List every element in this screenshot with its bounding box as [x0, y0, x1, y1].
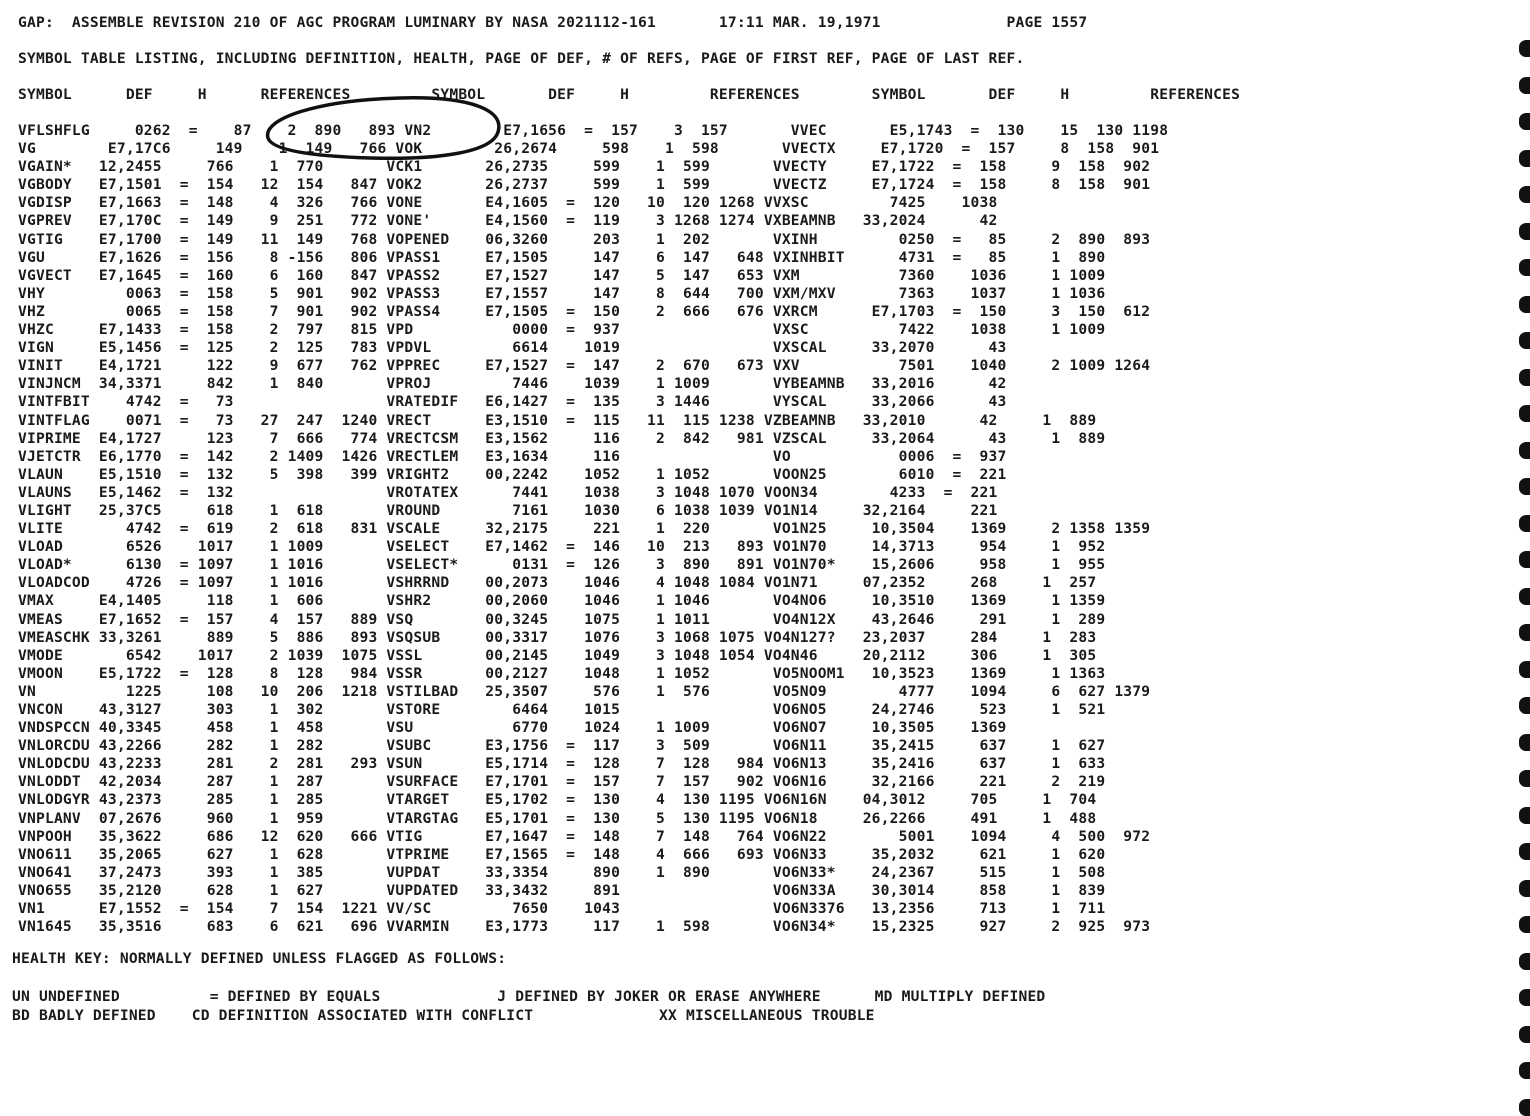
table-row: VG E7,17C6 149 1 149 766 VOK 26,2674 598 1 598 VVECTX E7,1720 = 157 8 158 901 — [18, 140, 1160, 158]
table-row: VNLODCDU 43,2233 281 2 281 293 VSUN E5,1714 = 128 7 128 984 VO6N13 35,2416 637 1 633 — [18, 755, 1106, 773]
table-row: VHZ 0065 = 158 7 901 902 VPASS4 E7,1505 = 150 2 666 676 VXRCM E7,1703 = 150 3 150 612 — [18, 302, 1151, 320]
table-row: VN1645 35,3516 683 6 621 696 VVARMIN E3,1773 117 1 598 VO6N34* 15,2325 927 2 925 973 — [18, 918, 1151, 936]
table-row: VMODE 6542 1017 2 1039 1075 VSSL 00,2145 1049 3 1048 1054 VO4N46 20,2112 306 1 305 — [18, 646, 1097, 664]
table-row: VJETCTR E6,1770 = 142 2 1409 1426 VRECTLEM E3,1634 116 VO 0006 = 937 — [18, 447, 1007, 465]
symbol-table — [18, 122, 1168, 936]
feed-hole — [1519, 807, 1530, 824]
table-row: VLIGHT 25,37C5 618 1 618 VROUND 7161 1030 6 1038 1039 VO1N14 32,2164 221 — [18, 501, 998, 519]
table-row: VGAIN* 12,2455 766 1 770 VCK1 26,2735 599 1 599 VVECTY E7,1722 = 158 9 158 902 — [18, 158, 1151, 176]
table-row: VLITE 4742 = 619 2 618 831 VSCALE 32,2175 221 1 220 VO1N25 10,3504 1369 2 1358 1359 — [18, 520, 1151, 538]
table-row: VGDISP E7,1663 = 148 4 326 766 VONE E4,1605 = 120 10 120 1268 VVXSC 7425 1038 — [18, 194, 998, 212]
feed-hole — [1519, 259, 1530, 276]
feed-hole — [1519, 1026, 1530, 1043]
table-row: VGVECT E7,1645 = 160 6 160 847 VPASS2 E7,1527 147 5 147 653 VXM 7360 1036 1 1009 — [18, 266, 1106, 284]
column-headers: SYMBOL DEF H REFERENCES SYMBOL DEF H REFERENCES SYMBOL DEF H REFERENCES — [18, 86, 1241, 103]
feed-hole — [1519, 953, 1530, 970]
table-row: VNLODGYR 43,2373 285 1 285 VTARGET E5,1702 = 130 4 130 1195 VO6N16N 04,3012 705 1 704 — [18, 791, 1097, 809]
feed-hole — [1519, 734, 1530, 751]
table-row: VGTIG E7,1700 = 149 11 149 768 VOPENED 06,3260 203 1 202 VXINH 0250 = 85 2 890 893 — [18, 230, 1151, 248]
feed-hole — [1519, 40, 1530, 57]
feed-hole — [1519, 113, 1530, 130]
feed-hole — [1519, 150, 1530, 167]
table-row: VIPRIME E4,1727 123 7 666 774 VRECTCSM E3,1562 116 2 842 981 VZSCAL 33,2064 43 1 889 — [18, 429, 1106, 447]
table-row: VMEASCHK 33,3261 889 5 886 893 VSQSUB 00,3317 1076 3 1068 1075 VO4N127? 23,2037 284 1 283 — [18, 628, 1097, 646]
feed-hole — [1519, 478, 1530, 495]
table-row: VINIT E4,1721 122 9 677 762 VPPREC E7,1527 = 147 2 670 673 VXV 7501 1040 2 1009 1264 — [18, 357, 1151, 375]
table-row: VNPLANV 07,2676 960 1 959 VTARGTAG E5,1701 = 130 5 130 1195 VO6N18 26,2266 491 1 488 — [18, 809, 1097, 827]
table-row: VMAX E4,1405 118 1 606 VSHR2 00,2060 1046 1 1046 VO4NO6 10,3510 1369 1 1359 — [18, 592, 1106, 610]
tractor-feed-holes — [1516, 0, 1530, 1110]
feed-hole — [1519, 843, 1530, 860]
table-row: VNDSPCCN 40,3345 458 1 458 VSU 6770 1024 1 1009 VO6NO7 10,3505 1369 — [18, 719, 1007, 737]
table-row: VLAUN E5,1510 = 132 5 398 399 VRIGHT2 00,2242 1052 1 1052 VOON25 6010 = 221 — [18, 465, 1007, 483]
table-row: VLOAD* 6130 = 1097 1 1016 VSELECT* 0131 = 126 3 890 891 VO1N70* 15,2606 958 1 955 — [18, 556, 1106, 574]
table-row: VINJNCM 34,3371 842 1 840 VPROJ 7446 1039 1 1009 VYBEAMNB 33,2016 42 — [18, 375, 1007, 393]
feed-hole — [1519, 296, 1530, 313]
feed-hole — [1519, 77, 1530, 94]
table-row: VGU E7,1626 = 156 8 -156 806 VPASS1 E7,1505 147 6 147 648 VXINHBIT 4731 = 85 1 890 — [18, 248, 1106, 266]
feed-hole — [1519, 405, 1530, 422]
feed-hole — [1519, 1099, 1530, 1116]
feed-hole — [1519, 551, 1530, 568]
health-key-title: HEALTH KEY: NORMALLY DEFINED UNLESS FLAGGED AS FOLLOWS: — [12, 950, 507, 967]
feed-hole — [1519, 442, 1530, 459]
feed-hole — [1519, 661, 1530, 678]
table-row: VN1 E7,1552 = 154 7 154 1221 VV/SC 7650 1043 VO6N3376 13,2356 713 1 711 — [18, 900, 1106, 918]
feed-hole — [1519, 916, 1530, 933]
table-row: VINTFLAG 0071 = 73 27 247 1240 VRECT E3,1510 = 115 11 115 1238 VZBEAMNB 33,2010 42 1 889 — [18, 411, 1097, 429]
feed-hole — [1519, 770, 1530, 787]
table-row: VIGN E5,1456 = 125 2 125 783 VPDVL 6614 1019 VXSCAL 33,2070 43 — [18, 339, 1007, 357]
feed-hole — [1519, 880, 1530, 897]
table-row: VINTFBIT 4742 = 73 VRATEDIF E6,1427 = 135 3 1446 VYSCAL 33,2066 43 — [18, 393, 1007, 411]
table-row: VMOON E5,1722 = 128 8 128 984 VSSR 00,2127 1048 1 1052 VO5NOOM1 10,3523 1369 1 1363 — [18, 664, 1106, 682]
feed-hole — [1519, 1062, 1530, 1079]
table-row: VNPOOH 35,3622 686 12 620 666 VTIG E7,1647 = 148 7 148 764 VO6N22 5001 1094 4 500 972 — [18, 827, 1151, 845]
feed-hole — [1519, 223, 1530, 240]
feed-hole — [1519, 186, 1530, 203]
table-row: VNO611 35,2065 627 1 628 VTPRIME E7,1565 = 148 4 666 693 VO6N33 35,2032 621 1 620 — [18, 845, 1106, 863]
health-key-line-2: BD BADLY DEFINED CD DEFINITION ASSOCIATED WITH CONFLICT XX MISCELLANEOUS TROUBLE — [12, 1007, 875, 1024]
table-row: VLOAD 6526 1017 1 1009 VSELECT E7,1462 = 146 10 213 893 VO1N70 14,3713 954 1 952 — [18, 538, 1106, 556]
table-row: VNCON 43,3127 303 1 302 VSTORE 6464 1015 VO6NO5 24,2746 523 1 521 — [18, 701, 1106, 718]
listing-header-title: GAP: ASSEMBLE REVISION 210 OF AGC PROGRAM LUMINARY BY NASA 2021112-161 17:11 MAR. 19,1971 PAGE 1557 — [18, 14, 1088, 31]
table-row: VHZC E7,1433 = 158 2 797 815 VPD 0000 = 937 VXSC 7422 1038 1 1009 — [18, 321, 1106, 339]
table-row: VHY 0063 = 158 5 901 902 VPASS3 E7,1557 147 8 644 700 VXM/MXV 7363 1037 1 1036 — [18, 284, 1106, 302]
feed-hole — [1519, 697, 1530, 714]
table-row: VFLSHFLG 0262 = 87 2 890 893 VN2 E7,1656 = 157 3 157 VVEC E5,1743 = 130 15 130 1198 — [18, 122, 1169, 139]
listing-header-description: SYMBOL TABLE LISTING, INCLUDING DEFINITION, HEALTH, PAGE OF DEF, # OF REFS, PAGE OF FIRST REF, PAGE OF LAST REF. — [18, 50, 1025, 67]
table-row: VNLODDT 42,2034 287 1 287 VSURFACE E7,1701 = 157 7 157 902 VO6N16 32,2166 221 2 219 — [18, 773, 1106, 791]
table-row: VLAUNS E5,1462 = 132 VROTATEX 7441 1038 3 1048 1070 VOON34 4233 = 221 — [18, 483, 998, 501]
health-key-line-1: UN UNDEFINED = DEFINED BY EQUALS J DEFINED BY JOKER OR ERASE ANYWHERE MD MULTIPLY DEFINED — [12, 988, 1046, 1005]
table-row: VLOADCOD 4726 = 1097 1 1016 VSHRRND 00,2073 1046 4 1048 1084 VO1N71 07,2352 268 1 257 — [18, 574, 1097, 592]
feed-hole — [1519, 515, 1530, 532]
table-row: VNO641 37,2473 393 1 385 VUPDAT 33,3354 890 1 890 VO6N33* 24,2367 515 1 508 — [18, 863, 1106, 881]
table-row: VMEAS E7,1652 = 157 4 157 889 VSQ 00,3245 1075 1 1011 VO4N12X 43,2646 291 1 289 — [18, 610, 1106, 628]
table-row: VGPREV E7,170C = 149 9 251 772 VONE' E4,1560 = 119 3 1268 1274 VXBEAMNB 33,2024 42 — [18, 212, 998, 230]
feed-hole — [1519, 624, 1530, 641]
feed-hole — [1519, 369, 1530, 386]
feed-hole — [1519, 989, 1530, 1006]
table-row: VNLORCDU 43,2266 282 1 282 VSUBC E3,1756 = 117 3 509 VO6N11 35,2415 637 1 627 — [18, 737, 1106, 755]
table-row: VN 1225 108 10 206 1218 VSTILBAD 25,3507 576 1 576 VO5NO9 4777 1094 6 627 1379 — [18, 682, 1151, 700]
table-row: VNO655 35,2120 628 1 627 VUPDATED 33,3432 891 VO6N33A 30,3014 858 1 839 — [18, 881, 1106, 899]
feed-hole — [1519, 588, 1530, 605]
table-row: VGBODY E7,1501 = 154 12 154 847 VOK2 26,2737 599 1 599 VVECTZ E7,1724 = 158 8 158 901 — [18, 176, 1151, 194]
feed-hole — [1519, 332, 1530, 349]
